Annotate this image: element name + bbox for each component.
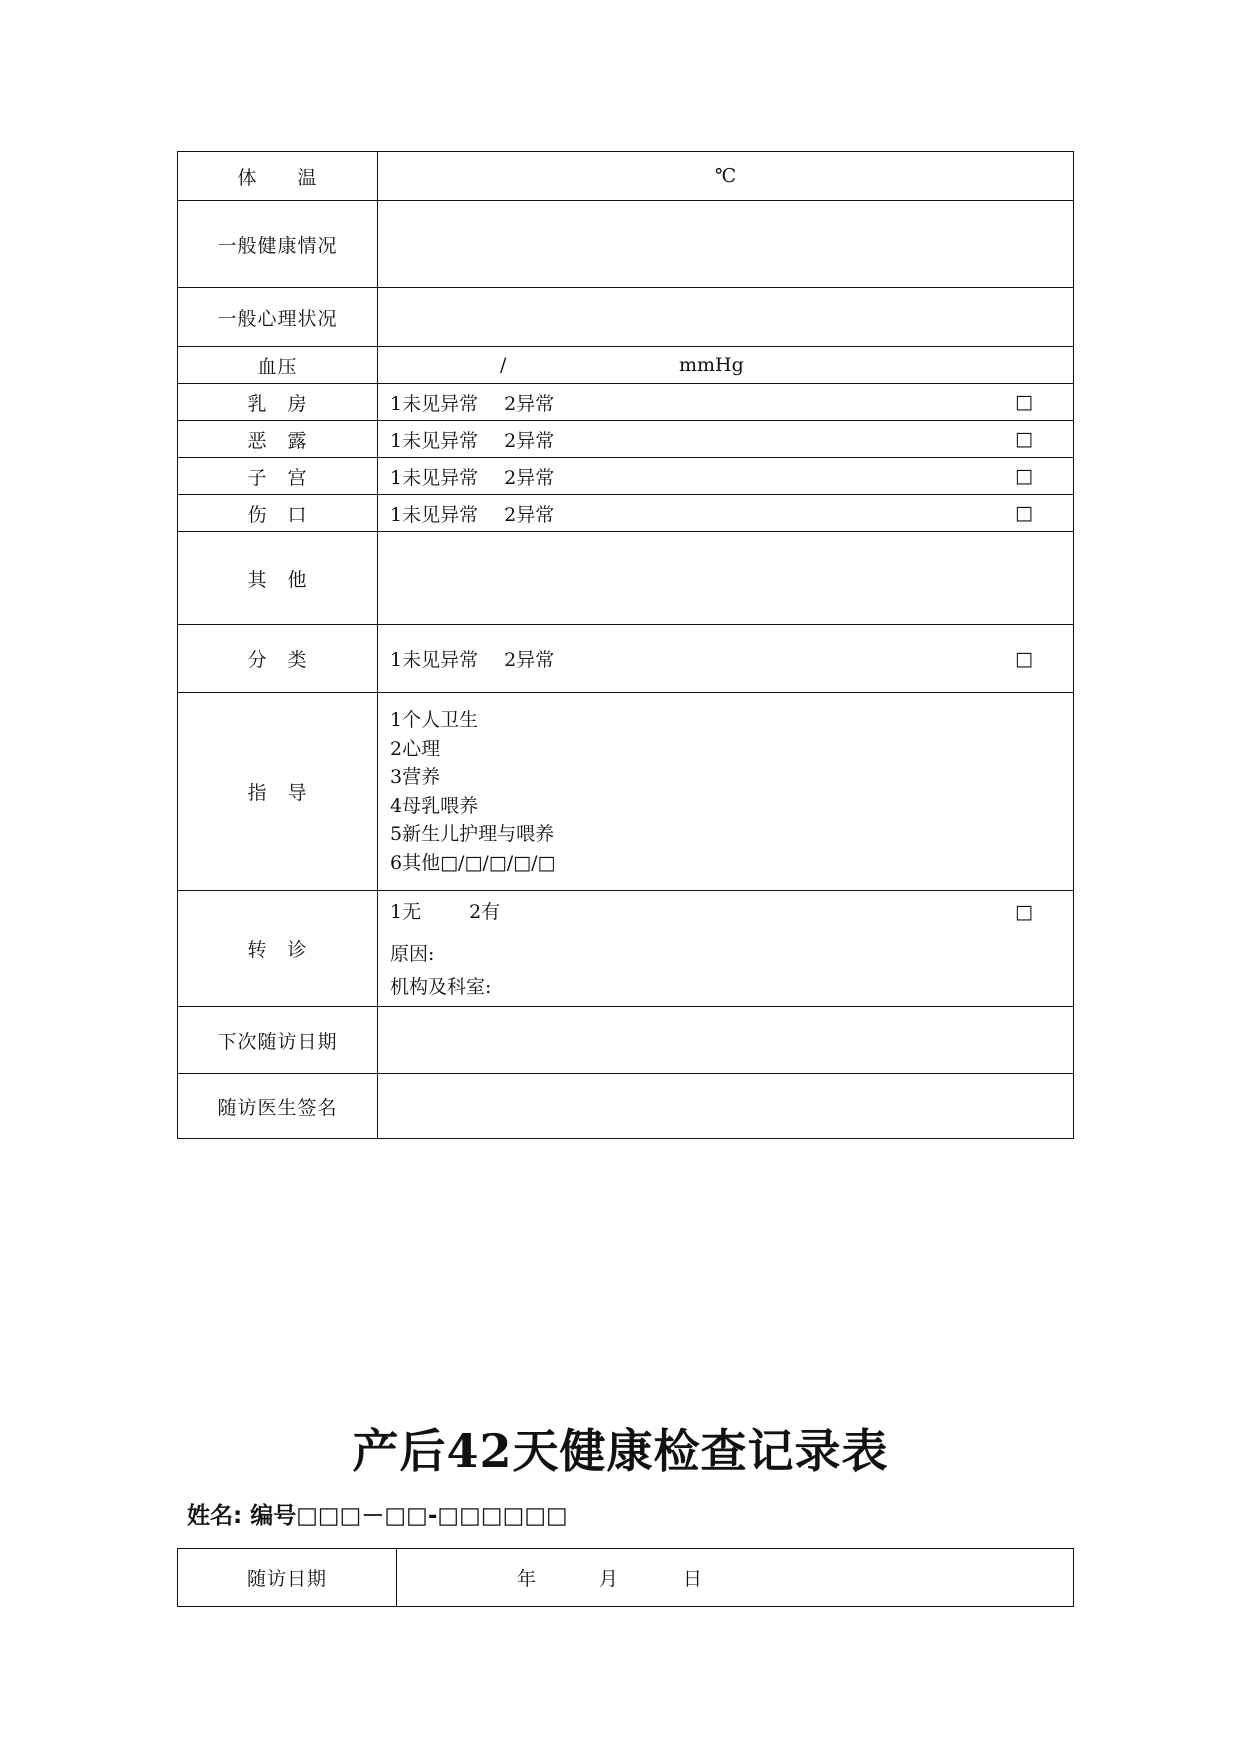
guidance-item[interactable]: 5新生儿护理与喂养 [390,823,555,845]
classification-checkbox[interactable]: □ [1015,647,1033,670]
visit-date-label: 随访日期 [178,1549,397,1607]
uterus-checkbox[interactable]: □ [1015,465,1033,487]
lochia-checkbox[interactable]: □ [1015,428,1033,450]
other-label: 其 他 [178,532,378,625]
uterus-field [378,458,1074,495]
temperature-field[interactable]: ℃ [378,152,1074,201]
referral-institution[interactable]: 机构及科室: [390,976,492,998]
lochia-option-normal: 1未见异常 [390,429,479,452]
classification-option-abnormal: 2异常 [504,649,555,671]
guidance-item[interactable]: 3营养 [390,766,441,788]
row-uterus [178,458,1074,495]
other-field[interactable] [378,532,1074,625]
row-doctor-signature [178,1074,1074,1139]
wound-checkbox[interactable]: □ [1015,502,1033,524]
row-mental-state [178,288,1074,347]
guidance-item[interactable]: 1个人卫生 [390,709,479,731]
visit-date-month: 月 [599,1568,619,1590]
referral-option-yes: 2有 [469,901,501,923]
row-guidance [178,693,1074,891]
mental-state-field[interactable] [378,288,1074,347]
row-other [178,532,1074,625]
row-temperature [178,152,1074,201]
breast-option-abnormal: 2异常 [504,392,555,415]
breast-field [378,384,1074,421]
next-visit-field[interactable] [378,1007,1074,1074]
referral-checkbox[interactable]: □ [1015,901,1033,923]
row-breast [178,384,1074,421]
row-wound [178,495,1074,532]
breast-checkbox[interactable]: □ [1015,391,1033,413]
blood-pressure-unit: mmHg [679,354,744,376]
classification-field [378,625,1074,693]
page-title: 产后42天健康检查记录表 [352,1424,889,1478]
guidance-label: 指 导 [178,693,378,891]
uterus-option-normal: 1未见异常 [390,466,479,489]
wound-option-abnormal: 2异常 [504,503,555,526]
row-next-visit [178,1007,1074,1074]
guidance-item[interactable]: 2心理 [390,737,441,760]
temperature-label: 体 温 [178,152,378,201]
referral-field [378,891,1074,1007]
visit-date-year: 年 [517,1568,537,1590]
row-blood-pressure [178,347,1074,384]
guidance-item[interactable]: 4母乳喂养 [390,794,479,817]
classification-option-normal: 1未见异常 [390,649,479,671]
blood-pressure-label: 血压 [178,347,378,384]
general-health-label: 一般健康情况 [178,201,378,288]
visit-date-day: 日 [683,1568,703,1590]
row-lochia [178,421,1074,458]
guidance-field [378,693,1074,891]
classification-label: 分 类 [178,625,378,693]
breast-option-normal: 1未见异常 [390,392,479,415]
referral-label: 转 诊 [178,891,378,1007]
breast-label: 乳 房 [178,384,378,421]
guidance-item[interactable]: 6其他□/□/□/□/□ [390,851,556,874]
postpartum-form-table-continued [177,151,1074,1139]
name-and-id-line[interactable]: 姓名: 编号□□□－□□-□□□□□□ [187,1503,568,1529]
blood-pressure-separator: / [500,354,507,376]
general-health-field[interactable] [378,201,1074,288]
visit-date-field[interactable] [397,1549,1074,1607]
lochia-option-abnormal: 2异常 [504,429,555,452]
lochia-label: 恶 露 [178,421,378,458]
mental-state-label: 一般心理状况 [178,288,378,347]
row-referral [178,891,1074,1007]
uterus-label: 子 宫 [178,458,378,495]
referral-option-no: 1无 [390,901,422,923]
lochia-field [378,421,1074,458]
row-general-health [178,201,1074,288]
referral-reason[interactable]: 原因: [390,943,435,965]
uterus-option-abnormal: 2异常 [504,466,555,489]
wound-option-normal: 1未见异常 [390,503,479,526]
postpartum-42-day-form-table [177,1548,1074,1607]
row-visit-date [178,1549,1074,1607]
doctor-signature-label: 随访医生签名 [178,1074,378,1139]
next-visit-label: 下次随访日期 [178,1007,378,1074]
row-classification [178,625,1074,693]
blood-pressure-field[interactable] [378,347,1074,384]
wound-label: 伤 口 [178,495,378,532]
wound-field [378,495,1074,532]
doctor-signature-field[interactable] [378,1074,1074,1139]
